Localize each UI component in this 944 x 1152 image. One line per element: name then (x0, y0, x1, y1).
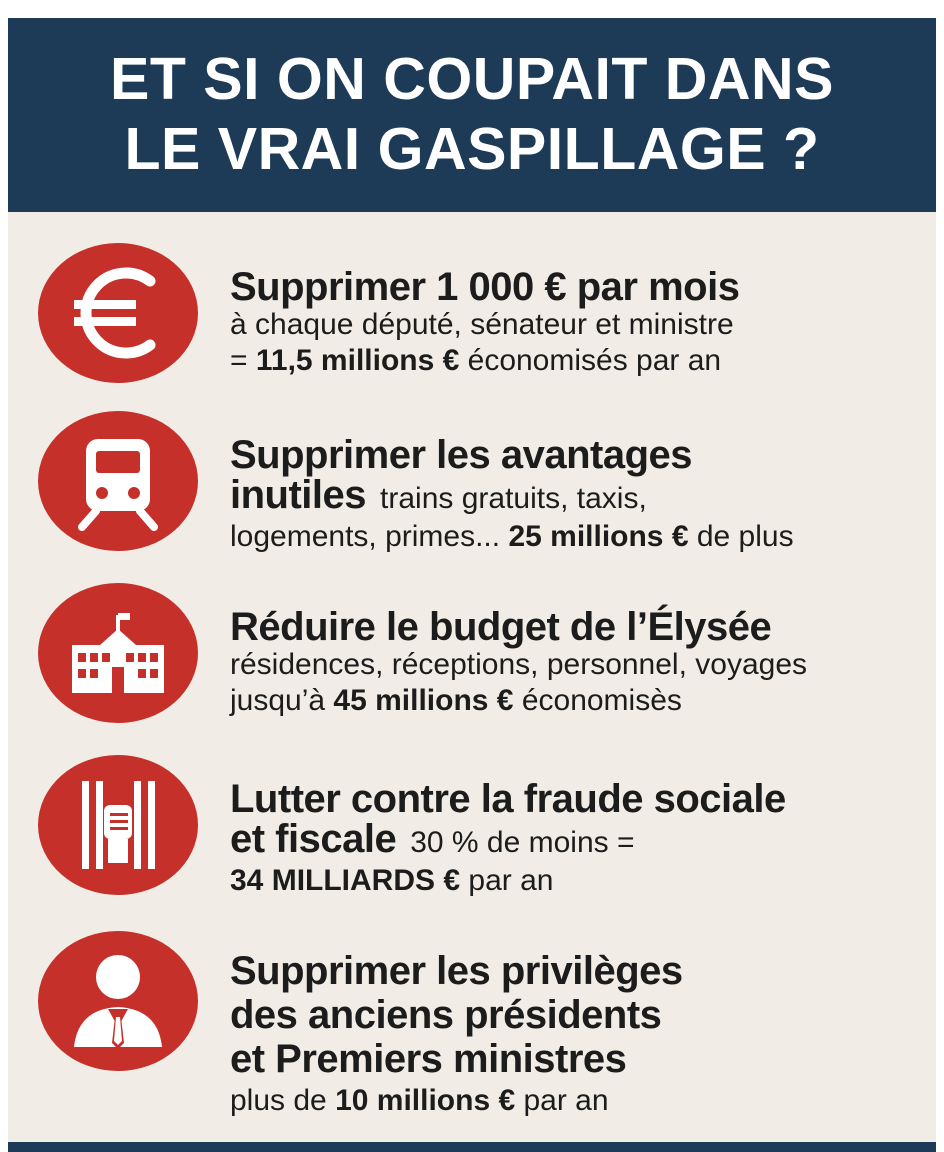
saving-amount: 34 MILLIARDS € (230, 864, 461, 897)
item-headline: Supprimer les privilèges (230, 949, 683, 993)
item-saving-line: jusqu’à 45 millions € économisès (230, 684, 682, 717)
item-detail-line: à chaque député, sénateur et ministre (230, 308, 734, 341)
train-icon (38, 411, 198, 551)
prison-bars-icon (38, 755, 198, 895)
bottom-bar (8, 1142, 936, 1152)
item-saving-line: 34 MILLIARDS € par an (230, 864, 554, 897)
item-headline-line-2: des anciens présidents (230, 993, 662, 1037)
title-banner (8, 18, 936, 212)
item-inline-detail: 30 % de moins = (410, 826, 635, 859)
saving-amount: 10 millions € (335, 1084, 516, 1117)
item-headline: Réduire le budget de l’Élysée (230, 605, 772, 649)
title-line-2: LE VRAI GASPILLAGE ? (124, 116, 820, 182)
euro-icon (38, 243, 198, 383)
item-headline-line-2: inutiles trains gratuits, taxis, (230, 473, 647, 517)
infographic-poster (8, 18, 936, 1152)
saving-amount: 25 millions € (508, 520, 689, 553)
item-detail-line: résidences, réceptions, personnel, voyages (230, 648, 808, 681)
item-saving-line: logements, primes... 25 millions € de plus (230, 520, 794, 553)
item-headline: Supprimer 1 000 € par mois (230, 265, 740, 309)
title-line-1: ET SI ON COUPAIT DANS (109, 46, 834, 112)
saving-amount: 45 millions € (333, 684, 514, 717)
item-inline-detail: trains gratuits, taxis, (380, 482, 647, 515)
item-headline: Supprimer les avantages (230, 433, 693, 477)
item-headline-line-2: et fiscale 30 % de moins = (230, 817, 635, 861)
item-headline: Lutter contre la fraude sociale (230, 777, 786, 821)
saving-amount: 11,5 millions € (255, 344, 460, 377)
item-saving-line: = 11,5 millions € économisés par an (230, 344, 722, 377)
building-icon (38, 583, 198, 723)
item-headline-line-3: et Premiers ministres (230, 1037, 627, 1081)
person-suit-icon (38, 931, 198, 1071)
item-saving-line: plus de 10 millions € par an (230, 1084, 609, 1117)
